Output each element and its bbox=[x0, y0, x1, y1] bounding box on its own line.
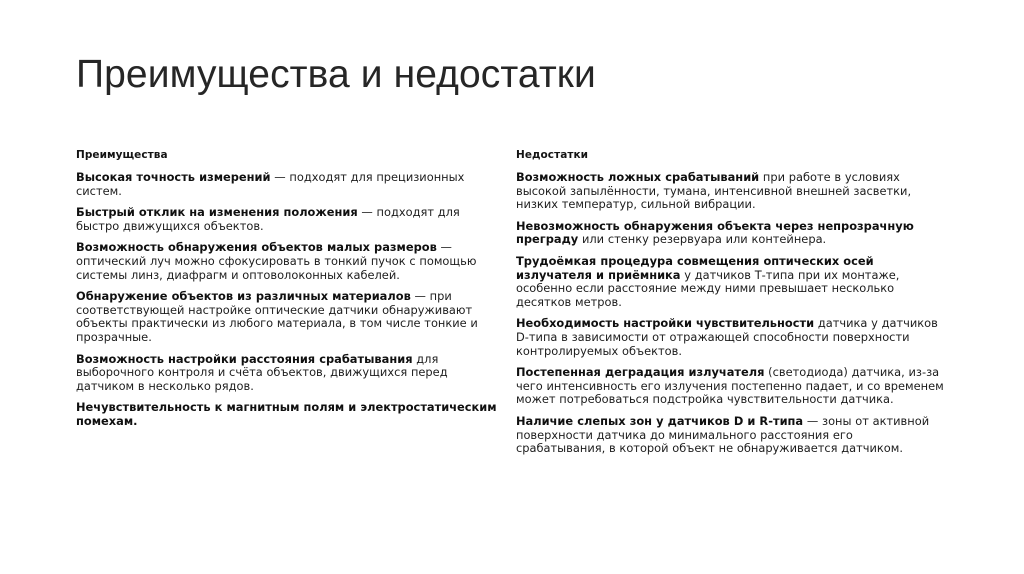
advantage-item bbox=[76, 171, 504, 198]
advantage-item-body: — при соответствующей настройке оптические датчики обнаруживают объекты практически из любого материала, в том числе тонкие и прозрачные. bbox=[76, 289, 478, 344]
advantage-item bbox=[76, 353, 504, 394]
disadvantage-item-lead: Возможность ложных срабатываний bbox=[516, 170, 760, 184]
disadvantage-item-body: у датчиков Т-типа при их монтаже, особенно если расстояние между ними превышает несколько десятков метров. bbox=[516, 267, 900, 309]
advantage-item bbox=[76, 241, 504, 282]
advantages-list bbox=[76, 171, 504, 429]
disadvantage-item-body: или стенку резервуара или контейнера. bbox=[578, 232, 827, 247]
advantage-item-lead: Возможность обнаружения объектов малых размеров bbox=[76, 240, 437, 255]
disadvantage-item-body: (светодиода) датчика, из-за чего интенсивность его излучения постепенно падает, и со временем может потребоваться подстройка чувствительности датчика. bbox=[516, 365, 944, 407]
disadvantage-item bbox=[516, 317, 944, 358]
disadvantage-item-lead: Трудоёмкая процедура совмещения оптических осей излучателя и приёмника bbox=[516, 253, 874, 282]
disadvantage-item-body: — зоны от активной поверхности датчика до минимального расстояния его срабатывания, в которой объект не обнаруживается датчиком. bbox=[516, 413, 930, 456]
disadvantage-item-lead: Наличие слепых зон у датчиков D и R-типа bbox=[516, 413, 804, 428]
advantage-item-lead: Высокая точность измерений bbox=[76, 170, 271, 184]
advantage-item bbox=[76, 290, 504, 344]
disadvantages-list bbox=[516, 171, 944, 456]
disadvantage-item-lead: Невозможность обнаружения объекта через непрозрачную преграду bbox=[516, 218, 914, 247]
disadvantage-item-body: при работе в условиях высокой запылённости, тумана, интенсивной внешней засветки, низких температур, сильной вибрации. bbox=[516, 170, 912, 212]
disadvantage-item-lead: Необходимость настройки чувствительности bbox=[516, 316, 815, 331]
advantage-item-body: для выборочного контроля и счёта объектов, движущихся перед датчиком в несколько рядов. bbox=[76, 351, 448, 393]
advantages-column bbox=[76, 148, 504, 429]
disadvantage-item-body: датчика у датчиков D-типа в зависимости от отражающей способности поверхности контролируемых объектов. bbox=[516, 316, 938, 358]
advantage-item-lead: Нечувствительность к магнитным полям и электростатическим помехам. bbox=[76, 400, 497, 428]
advantage-item-lead: Возможность настройки расстояния срабатывания bbox=[76, 351, 413, 366]
disadvantage-item-lead: Постепенная деградация излучателя bbox=[516, 365, 765, 380]
disadvantage-item bbox=[516, 171, 944, 212]
advantage-item bbox=[76, 206, 504, 233]
disadvantage-item bbox=[516, 415, 944, 456]
disadvantage-item bbox=[516, 255, 944, 309]
disadvantages-heading: Недостатки bbox=[516, 149, 589, 161]
advantage-item-body: — подходят для быстро движущихся объектов. bbox=[76, 205, 460, 233]
advantage-item-lead: Быстрый отклик на изменения положения bbox=[76, 205, 358, 220]
disadvantage-item bbox=[516, 220, 944, 247]
page-title: Преимущества и недостатки bbox=[76, 53, 596, 96]
advantage-item-body: — оптический луч можно сфокусировать в тонкий пучок с помощью системы линз, диафрагм и оптоволоконных кабелей. bbox=[76, 240, 477, 282]
disadvantage-item bbox=[516, 366, 944, 407]
advantage-item-body: — подходят для прецизионных систем. bbox=[76, 170, 465, 198]
advantage-item bbox=[76, 401, 504, 428]
advantages-heading: Преимущества bbox=[76, 149, 168, 161]
advantage-item-lead: Обнаружение объектов из различных материалов bbox=[76, 289, 411, 304]
disadvantages-column bbox=[516, 148, 944, 456]
